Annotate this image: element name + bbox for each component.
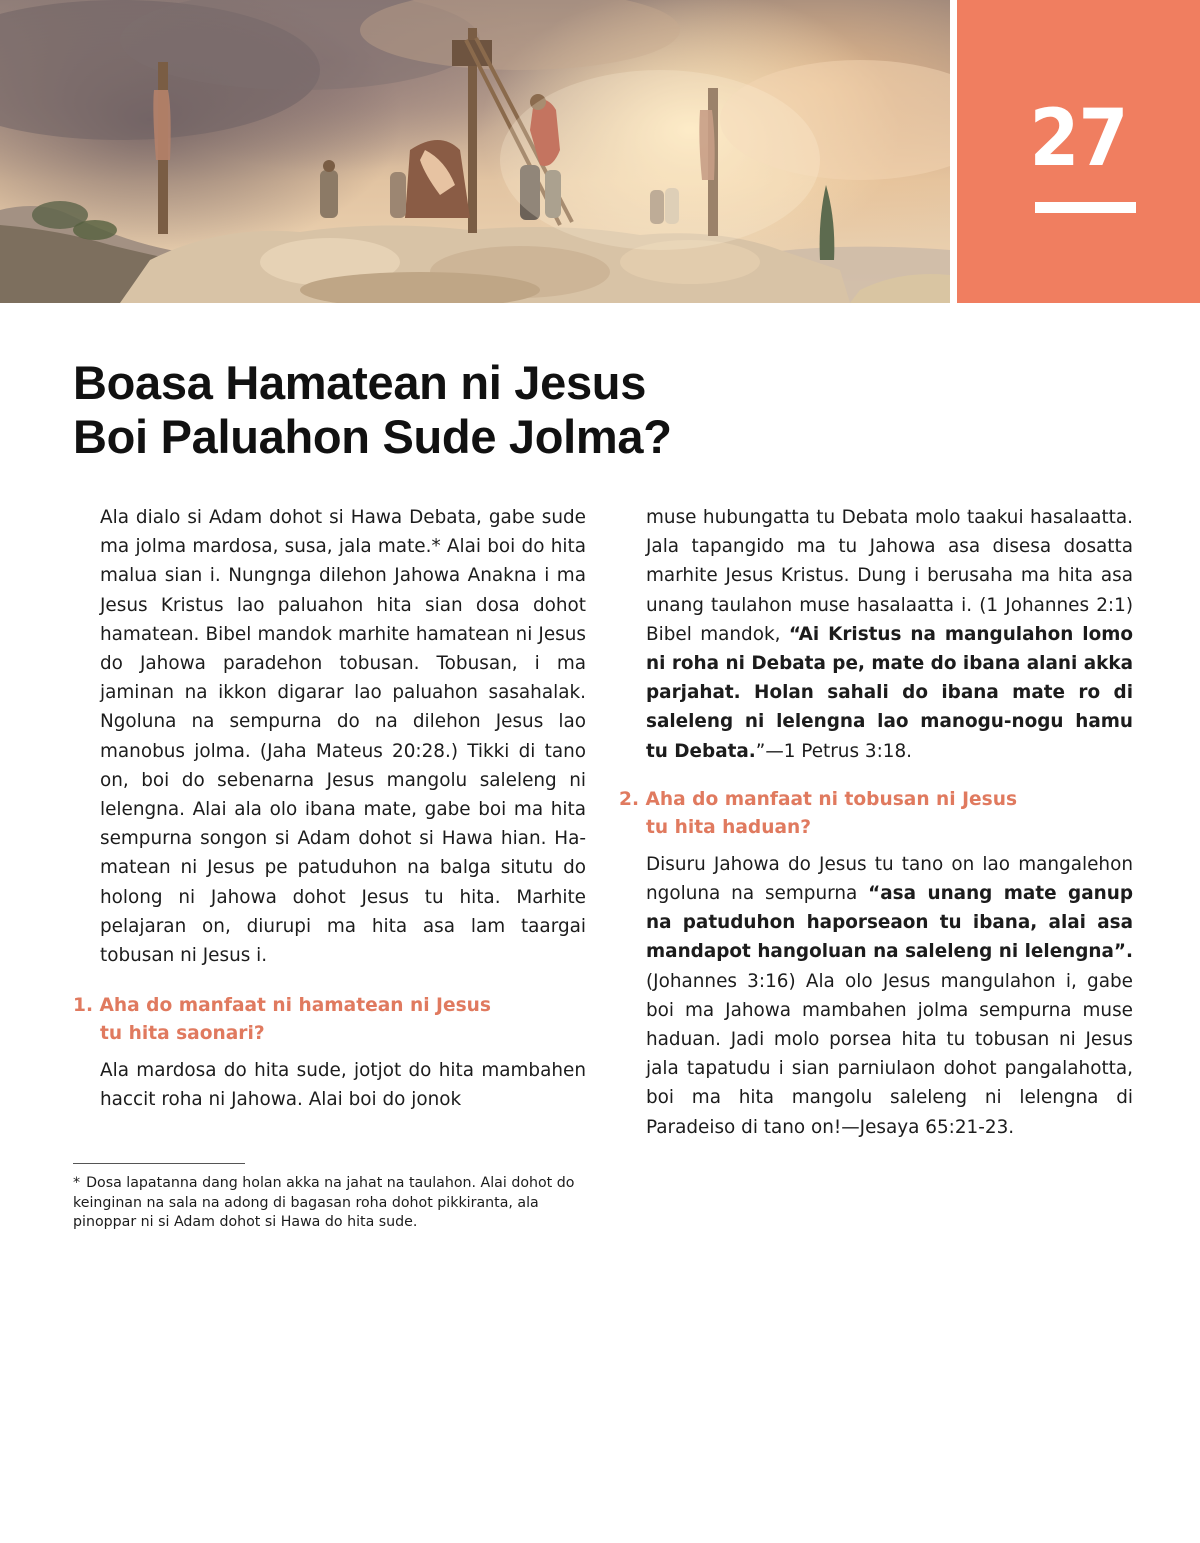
answer-1-scripture-reference: ”—1 Petrus 3:18. xyxy=(755,740,913,762)
right-column xyxy=(619,503,1133,1142)
chapter-number-box xyxy=(957,0,1200,303)
question-2-number: 2. xyxy=(619,788,640,810)
intro-text-part-1: Ala dialo si Adam dohot si Hawa Debata, gabe sude ma jolma mardosa, susa, jala mate. xyxy=(100,507,586,558)
crucifixion-scene-image xyxy=(0,0,950,303)
answer-1-paragraph-continued xyxy=(646,503,1133,766)
question-2-text-line-2: tu hita haduan? xyxy=(646,816,812,838)
intro-text-part-2: Alai boi do hita malua sian i. Nungnga dilehon Jahowa Anakna i ma Jesus Kristus lao paluahon hita sian dosa dohot hamatean. Bibel mandok marhite hamatean ni Jesus do Jahowa paradehon tobusan. Tobusan, i ma jaminan na ikkon digarar lao paluahon sasahalak. Ngoluna na sempurna do na dilehon Jesus lao manobus jolma. (Jaha Mateus 20:28.) Tikki di tano on, boi do sebenarna Jesus mangolu saleleng ni lelengna. Alai ala olo ibana mate, gabe boi ma hita sempurna songon si Adam dohot si Hawa hian. Hamatean ni Jesus pe patuduhon na balga situtu do holong ni Jahowa dohot Jesus tu hita. Marhite pelajaran on, diurupi ma hita asa lam taargai tobusan ni Jesus i. xyxy=(100,536,586,967)
answer-1-scripture-quote: “Ai Kristus na mangulahon lomo ni roha ni Debata pe, mate do ibana alani akka parjahat. Holan sahali do ibana mate ro di saleleng ni lelengna lao manogu-nogu hamu tu Debata. xyxy=(646,623,1133,762)
page-title-line-1: Boasa Hamatean ni Jesus xyxy=(73,356,647,409)
question-1-text-line-1: Aha do manfaat ni hamatean ni Jesus xyxy=(99,995,491,1017)
footnote-mark: * xyxy=(73,1175,81,1191)
left-column xyxy=(73,503,586,1115)
footnote-text: Dosa lapatanna dang holan akka na jahat na taulahon. Alai dohot do keinginan na sala na adong di bagasan roha dohot pikkiranta, ala pinoppar ni si Adam dohot si Hawa do hita sude. xyxy=(73,1175,575,1230)
chapter-number: 27 xyxy=(1029,94,1128,184)
question-2-text-line-1: Aha do manfaat ni tobusan ni Jesus xyxy=(645,788,1018,810)
chapter-number-underline xyxy=(1035,202,1136,213)
question-1-number: 1. xyxy=(73,995,94,1017)
footnote xyxy=(73,1174,593,1233)
page-title xyxy=(73,356,833,464)
intro-paragraph xyxy=(100,503,586,970)
question-heading-2 xyxy=(619,786,1133,842)
question-2-line-1 xyxy=(619,786,1133,814)
banner-illustration xyxy=(0,0,950,303)
answer-2-plain-text-1: Disuru Jahowa do Jesus tu tano on lao mangalehon ngoluna na sempurna xyxy=(646,853,1133,905)
answer-2-paragraph xyxy=(646,850,1133,1142)
question-heading-1 xyxy=(73,992,586,1048)
page-title-line-2: Boi Paluahon Sude Jolma? xyxy=(73,410,672,463)
question-1-text-line-2: tu hita saonari? xyxy=(100,1023,265,1045)
answer-1-plain-text: muse hubungatta tu Debata molo taakui hasalaatta. Jala tapangido ma tu Jahowa asa disesa dosatta marhite Jesus Kristus. Dung i berusaha ma hita asa unang taulahon muse hasalaatta i. (1 Johannes 2:1) Bibel mandok, xyxy=(646,507,1133,645)
question-1-line-1 xyxy=(73,992,586,1020)
answer-1-paragraph-start: Ala mardosa do hita sude, jotjot do hita mambahen haccit roha ni Jahowa. Alai boi do jonok xyxy=(100,1060,586,1111)
answer-2-scripture-quote: “asa unang mate ganup na patuduhon haporseaon tu ibana, alai asa mandapot hangoluan na saleleng ni lelengna”. xyxy=(646,883,1133,963)
footnote-divider xyxy=(73,1163,245,1164)
answer-2-plain-text-2: (Johannes 3:16) Ala olo Jesus mangulahon i, gabe boi ma Jahowa mambahen jolma sempurna muse haduan. Jadi molo porsea hita tu tobusan ni Jesus jala tapatudu i sian parniulaon dohot pangalahotta, boi ma hita mangolu saleleng ni lelengna di Paradeiso di tano on!—Jesaya 65:21-23. xyxy=(646,970,1133,1138)
footnote-reference-link[interactable]: * xyxy=(431,536,441,558)
